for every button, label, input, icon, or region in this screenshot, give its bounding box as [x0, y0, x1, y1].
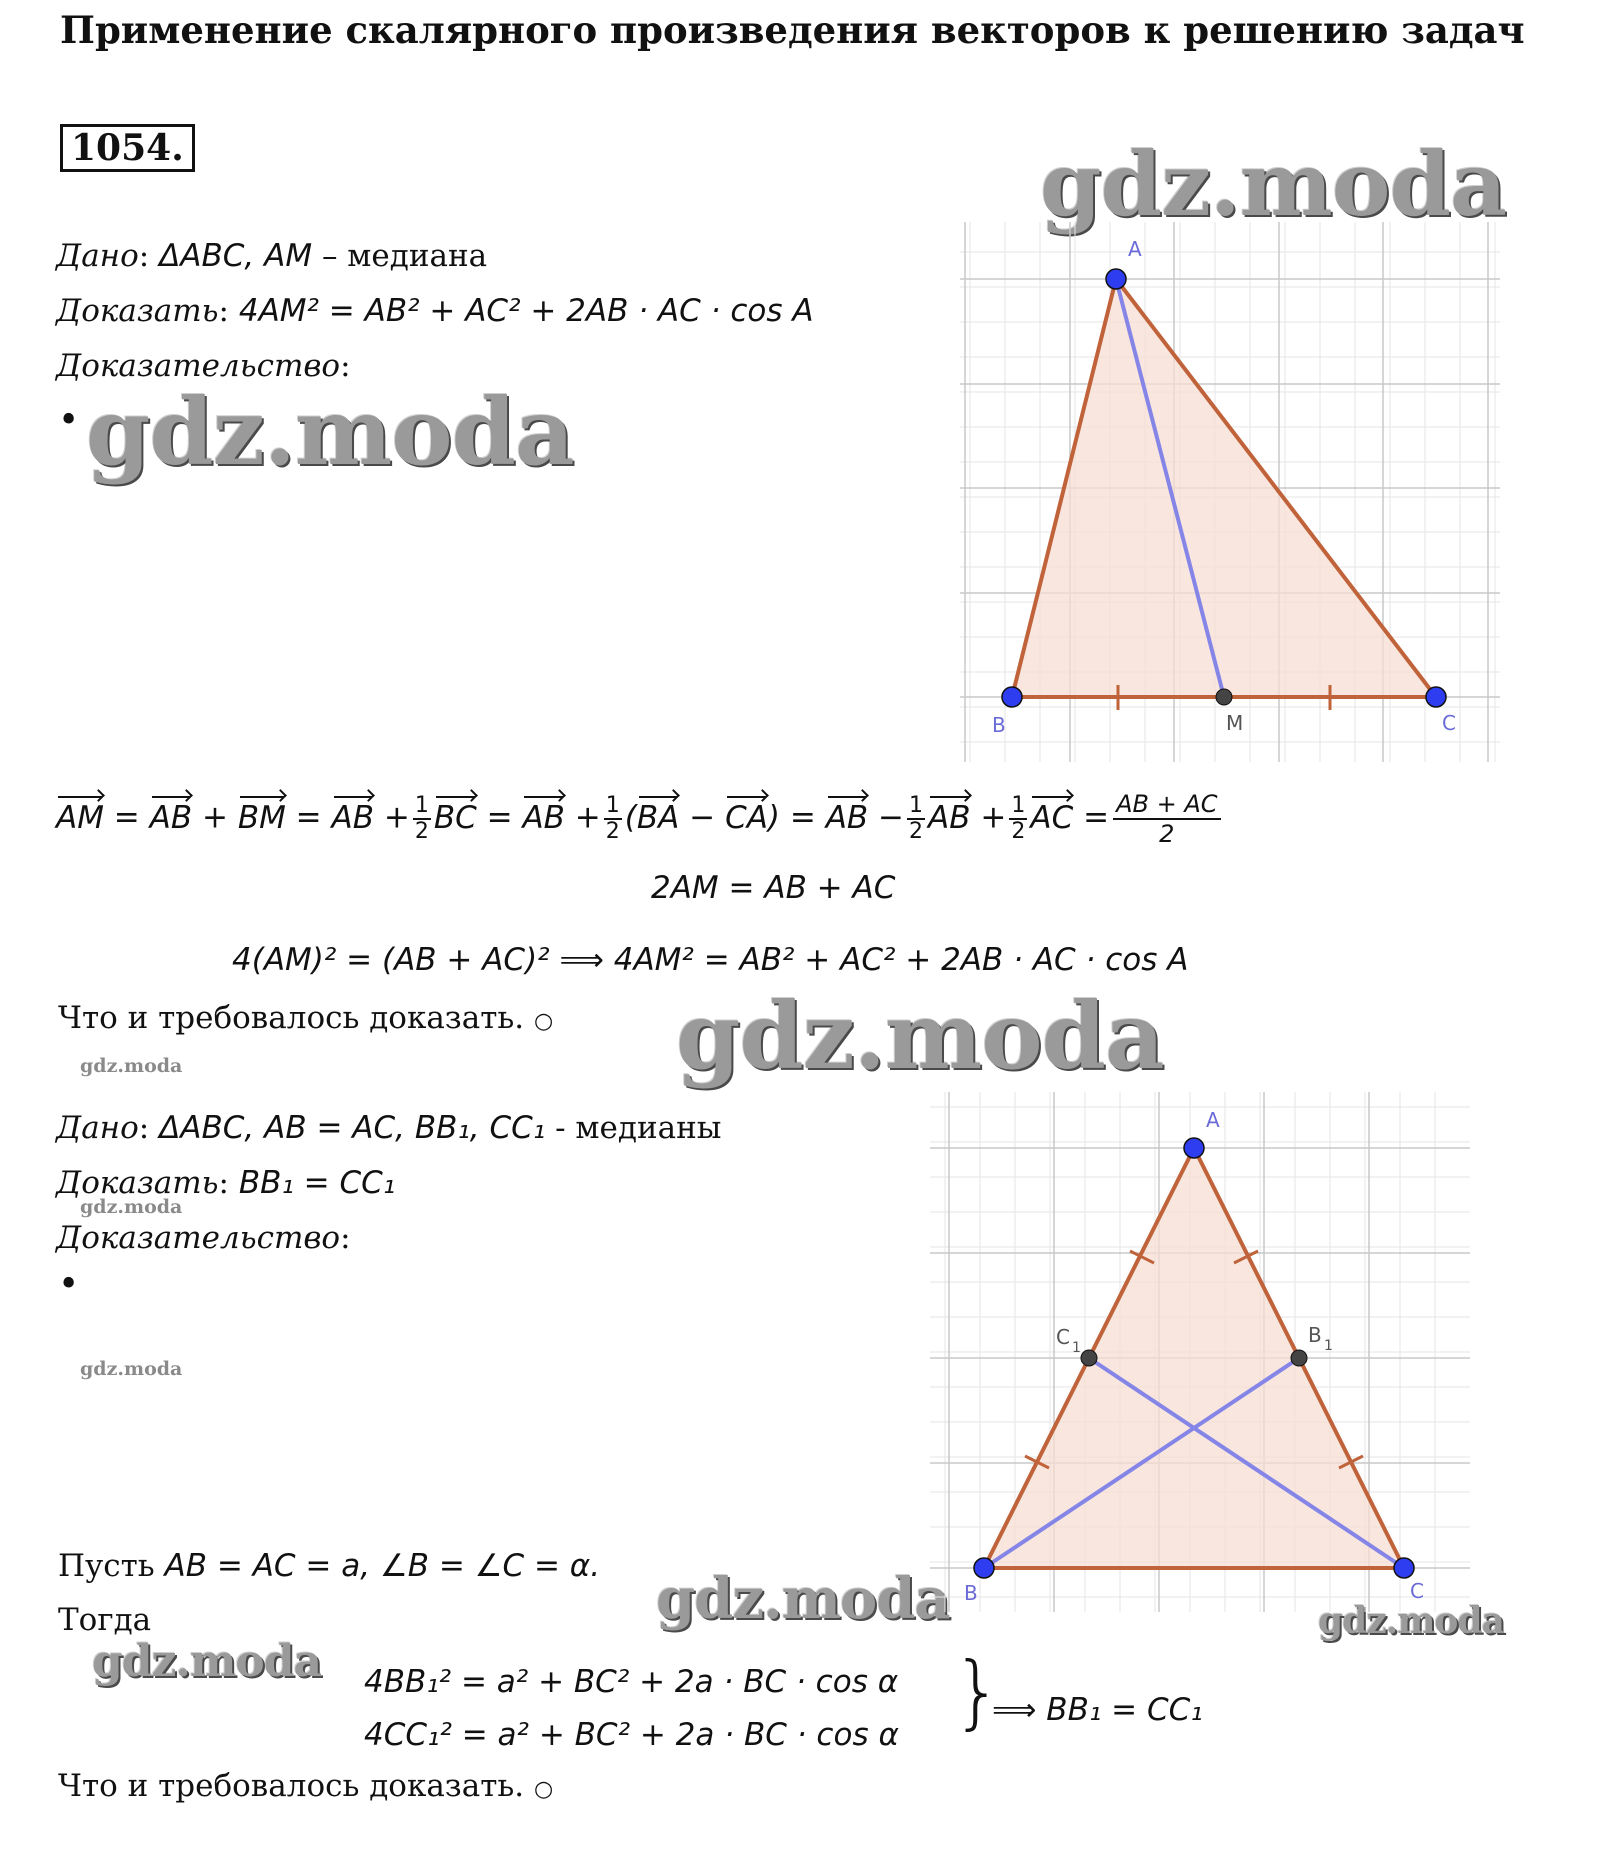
- given-math: ΔABC, AB = AC, BB₁, CC₁: [159, 1110, 546, 1146]
- bullet: •: [58, 400, 80, 441]
- equation-bb1: 4BB₁² = a² + BC² + 2a · BC · cos α: [364, 1664, 899, 1700]
- given-label: Дано: [56, 238, 139, 274]
- vertex-label-c: C: [1442, 711, 1456, 735]
- vertex-label-b: B: [992, 713, 1006, 737]
- equation-vector-am: AM = AB + BM = AB + $\frac{1}{2}$ BC = AB + $\frac{1}{2}$ (BA − CA) = AB − $\frac{1}{2}$ AB + $\frac{1}{2}$ AC = $\frac{AB + AC}{2}$: [56, 790, 1225, 848]
- vertex-label-c: C: [1410, 1579, 1424, 1603]
- vertex-label-c1: C: [1056, 1325, 1070, 1349]
- let-prefix: Пусть: [58, 1548, 155, 1584]
- given-line-1: Дано: ΔABC, AM – медиана: [56, 238, 488, 274]
- vertex-label-b1: B: [1308, 1323, 1322, 1347]
- prove-math: BB₁ = CC₁: [238, 1165, 396, 1201]
- watermark-small: gdz.moda: [80, 1358, 183, 1380]
- conclusion-text: Что и требовалось доказать.: [58, 1000, 525, 1036]
- proof-label: Доказательство: [56, 1220, 341, 1256]
- watermark: gdz.moda: [1040, 132, 1507, 236]
- vertex-label-a: A: [1206, 1108, 1220, 1132]
- prove-math: 4AM² = AB² + AC² + 2AB · AC · cos A: [238, 293, 814, 329]
- then-line: Тогда: [58, 1602, 152, 1638]
- conclusion-2: Что и требовалось доказать. ○: [58, 1768, 554, 1804]
- fraction-denominator: 2: [1159, 820, 1175, 848]
- watermark: gdz.moda: [1318, 1600, 1504, 1642]
- equation-squared: 4(AM)² = (AB + AC)² ⟹ 4AM² = AB² + AC² + 2AB · AC · cos A: [232, 942, 1189, 978]
- watermark-small: gdz.moda: [80, 1055, 183, 1077]
- watermark: gdz.moda: [92, 1636, 322, 1687]
- equation-cc1: 4CC₁² = a² + BC² + 2a · BC · cos α: [364, 1717, 899, 1753]
- conclusion-text: Что и требовалось доказать.: [58, 1768, 525, 1804]
- let-line: [58, 1548, 600, 1584]
- watermark: gdz.moda: [86, 378, 574, 486]
- given-text: - медианы: [555, 1110, 722, 1146]
- vertex-label-b: B: [964, 1581, 978, 1605]
- prove-line-2: Доказать: BB₁ = CC₁: [56, 1165, 396, 1201]
- fraction-numerator: AB + AC: [1113, 790, 1220, 820]
- bullet: •: [58, 1264, 80, 1305]
- vertex-label-a: A: [1128, 237, 1142, 261]
- vertex-label-c1-sub: 1: [1072, 1340, 1081, 1356]
- let-math: AB = AC = a, ∠B = ∠C = α.: [164, 1548, 601, 1584]
- given-line-2: Дано: ΔABC, AB = AC, BB₁, CC₁ - медианы: [56, 1110, 722, 1146]
- equation-2am: 2AM = AB + AC: [651, 870, 896, 906]
- given-label: Дано: [56, 1110, 139, 1146]
- proof-line-1: Доказательство:: [56, 348, 351, 384]
- brace: }: [952, 1645, 1003, 1738]
- prove-label: Доказать: [56, 1165, 219, 1201]
- watermark: gdz.moda: [676, 982, 1164, 1090]
- conclusion-1: Что и требовалось доказать. ○: [58, 1000, 554, 1036]
- prove-line-1: Доказать: 4AM² = AB² + AC² + 2AB · AC · cos A: [56, 293, 814, 329]
- proof-line-2: Доказательство:: [56, 1220, 351, 1256]
- figure-isosceles-medians: [930, 1092, 1470, 1612]
- prove-label: Доказать: [56, 293, 219, 329]
- watermark: gdz.moda: [656, 1566, 950, 1632]
- proof-label: Доказательство: [56, 348, 341, 384]
- vertex-label-b1-sub: 1: [1324, 1338, 1333, 1354]
- equation-result: ⟹ BB₁ = CC₁: [992, 1692, 1203, 1728]
- page-title: Применение скалярного произведения векторов к решению задач: [60, 8, 1525, 52]
- given-text: – медиана: [321, 238, 488, 274]
- figure-triangle-median: [960, 222, 1500, 762]
- watermark-small: gdz.moda: [80, 1196, 183, 1218]
- given-math: ΔABC, AM: [159, 238, 313, 274]
- problem-number: 1054.: [60, 124, 195, 172]
- vertex-label-m: M: [1226, 711, 1244, 735]
